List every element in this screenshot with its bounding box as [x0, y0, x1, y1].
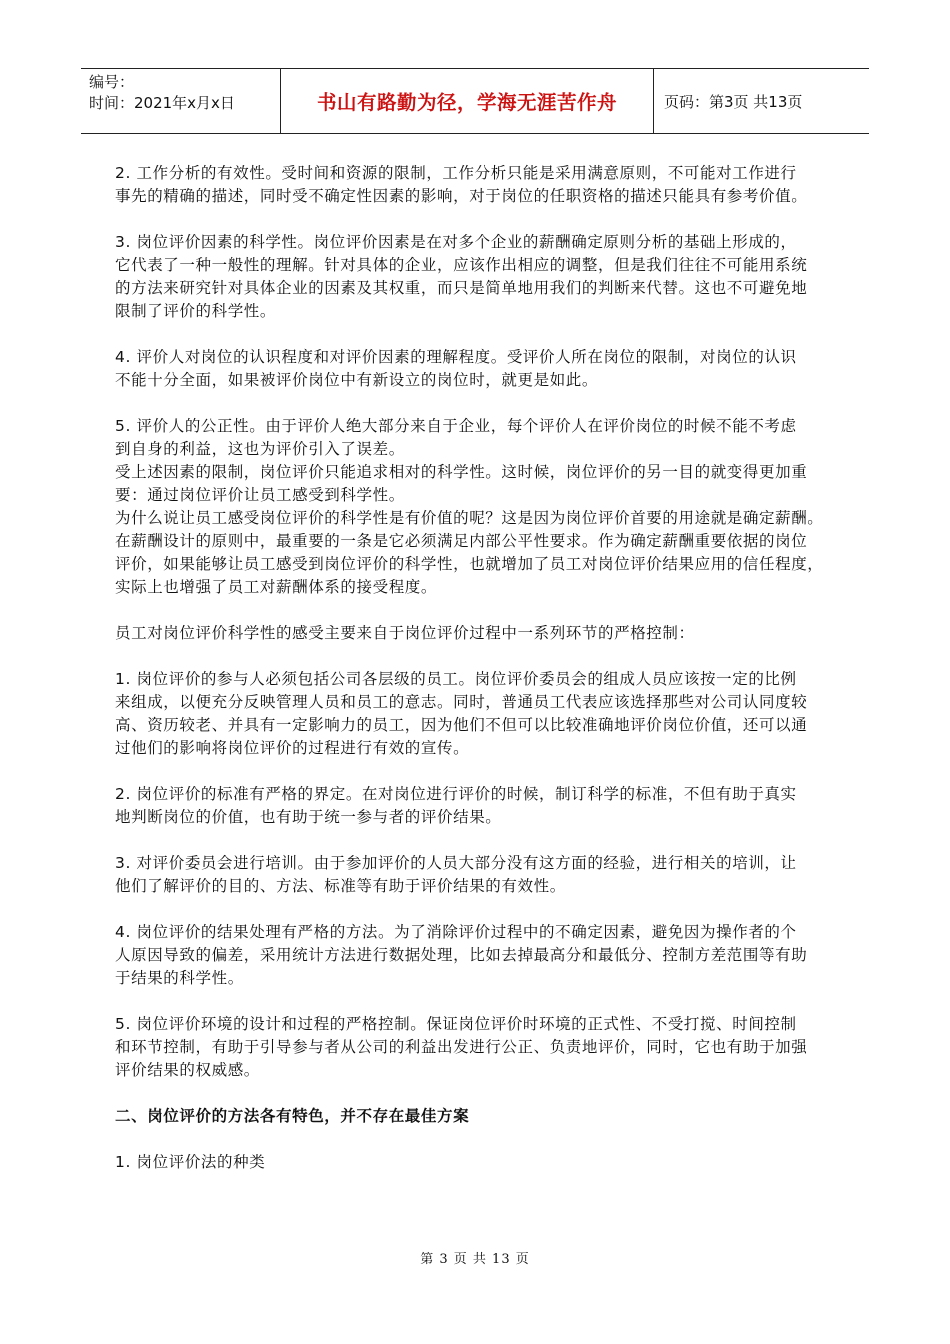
paragraph: 4. 评价人对岗位的认识程度和对评价因素的理解程度。受评价人所在岗位的限制，对岗位的认识 不能十分全面，如果被评价岗位中有新设立的岗位时，就更是如此。 [115, 348, 797, 389]
document-number-label: 编号： [89, 73, 135, 91]
page-footer: 第 3 页 共 13 页 [420, 1252, 530, 1267]
paragraph: 4. 岗位评价的结果处理有严格的方法。为了消除评价过程中的不确定因素，避免因为操作者的个 人原因导致的偏差，采用统计方法进行数据处理，比如去掉最高分和最低分、控制方差范围等有助 于结果的科学性。 [115, 923, 808, 987]
page-header [81, 68, 869, 134]
document-date: 时间：2021年x月x日 [89, 94, 235, 112]
paragraph: 2. 工作分析的有效性。受时间和资源的限制，工作分析只能是采用满意原则，不可能对工作进行 事先的精确的描述，同时受不确定性因素的影响，对于岗位的任职资格的描述只能具有参考价值。 [115, 164, 808, 205]
paragraph: 3. 岗位评价因素的科学性。岗位评价因素是在对多个企业的薪酬确定原则分析的基础上形成的， 它代表了一种一般性的理解。针对具体的企业，应该作出相应的调整，但是我们往往不可能用系统 的方法来研究针对具体企业的因素及其权重，而只是简单地用我们的判断来代替。这也不可避免地 限制了评价的科学性。 [115, 233, 808, 320]
header-meta [81, 69, 281, 133]
header-page-info: 页码：第3页 共13页 [664, 92, 803, 111]
paragraph: 受上述因素的限制，岗位评价只能追求相对的科学性。这时候，岗位评价的另一目的就变得更加重 要：通过岗位评价让员工感受到科学性。 [115, 463, 808, 504]
paragraph: 1. 岗位评价的参与人必须包括公司各层级的员工。岗位评价委员会的组成人员应该按一定的比例 来组成，以便充分反映管理人员和员工的意志。同时，普通员工代表应该选择那些对公司认同度较 高、资历较老、并具有一定影响力的员工，因为他们不但可以比较准确地评价岗位价值，还可以通 过他们的影响将岗位评价的过程进行有效的宣传。 [115, 670, 808, 757]
header-motto: 书山有路勤为径，学海无涯苦作舟 [281, 69, 654, 133]
paragraph: 员工对岗位评价科学性的感受主要来自于岗位评价过程中一系列环节的严格控制： [115, 624, 695, 642]
paragraph: 3. 对评价委员会进行培训。由于参加评价的人员大部分没有这方面的经验，进行相关的培训，让 他们了解评价的目的、方法、标准等有助于评价结果的有效性。 [115, 854, 797, 895]
paragraph: 5. 岗位评价环境的设计和过程的严格控制。保证岗位评价时环境的正式性、不受打搅、时间控制 和环节控制，有助于引导参与者从公司的利益出发进行公正、负责地评价，同时，它也有助于加强 评价结果的权威感。 [115, 1015, 808, 1079]
paragraph: 为什么说让员工感受岗位评价的科学性是有价值的呢？这是因为岗位评价首要的用途就是确定薪酬。 在薪酬设计的原则中，最重要的一条是它必须满足内部公平性要求。作为确定薪酬重要依据的岗位 评价，如果能够让员工感受到岗位评价的科学性，也就增加了员工对岗位评价结果应用的信任程度， 实际上也增强了员工对薪酬体系的接受程度。 [115, 509, 824, 596]
section-heading: 二、岗位评价的方法各有特色，并不存在最佳方案 [115, 1107, 470, 1125]
paragraph: 5. 评价人的公正性。由于评价人绝大部分来自于企业，每个评价人在评价岗位的时候不能不考虑 到自身的利益，这也为评价引入了误差。 [115, 417, 797, 458]
paragraph: 1. 岗位评价法的种类 [115, 1153, 266, 1171]
paragraph: 2. 岗位评价的标准有严格的界定。在对岗位进行评价的时候，制订科学的标准，不但有助于真实 地判断岗位的价值，也有助于统一参与者的评价结果。 [115, 785, 797, 826]
document-body [115, 162, 843, 1174]
